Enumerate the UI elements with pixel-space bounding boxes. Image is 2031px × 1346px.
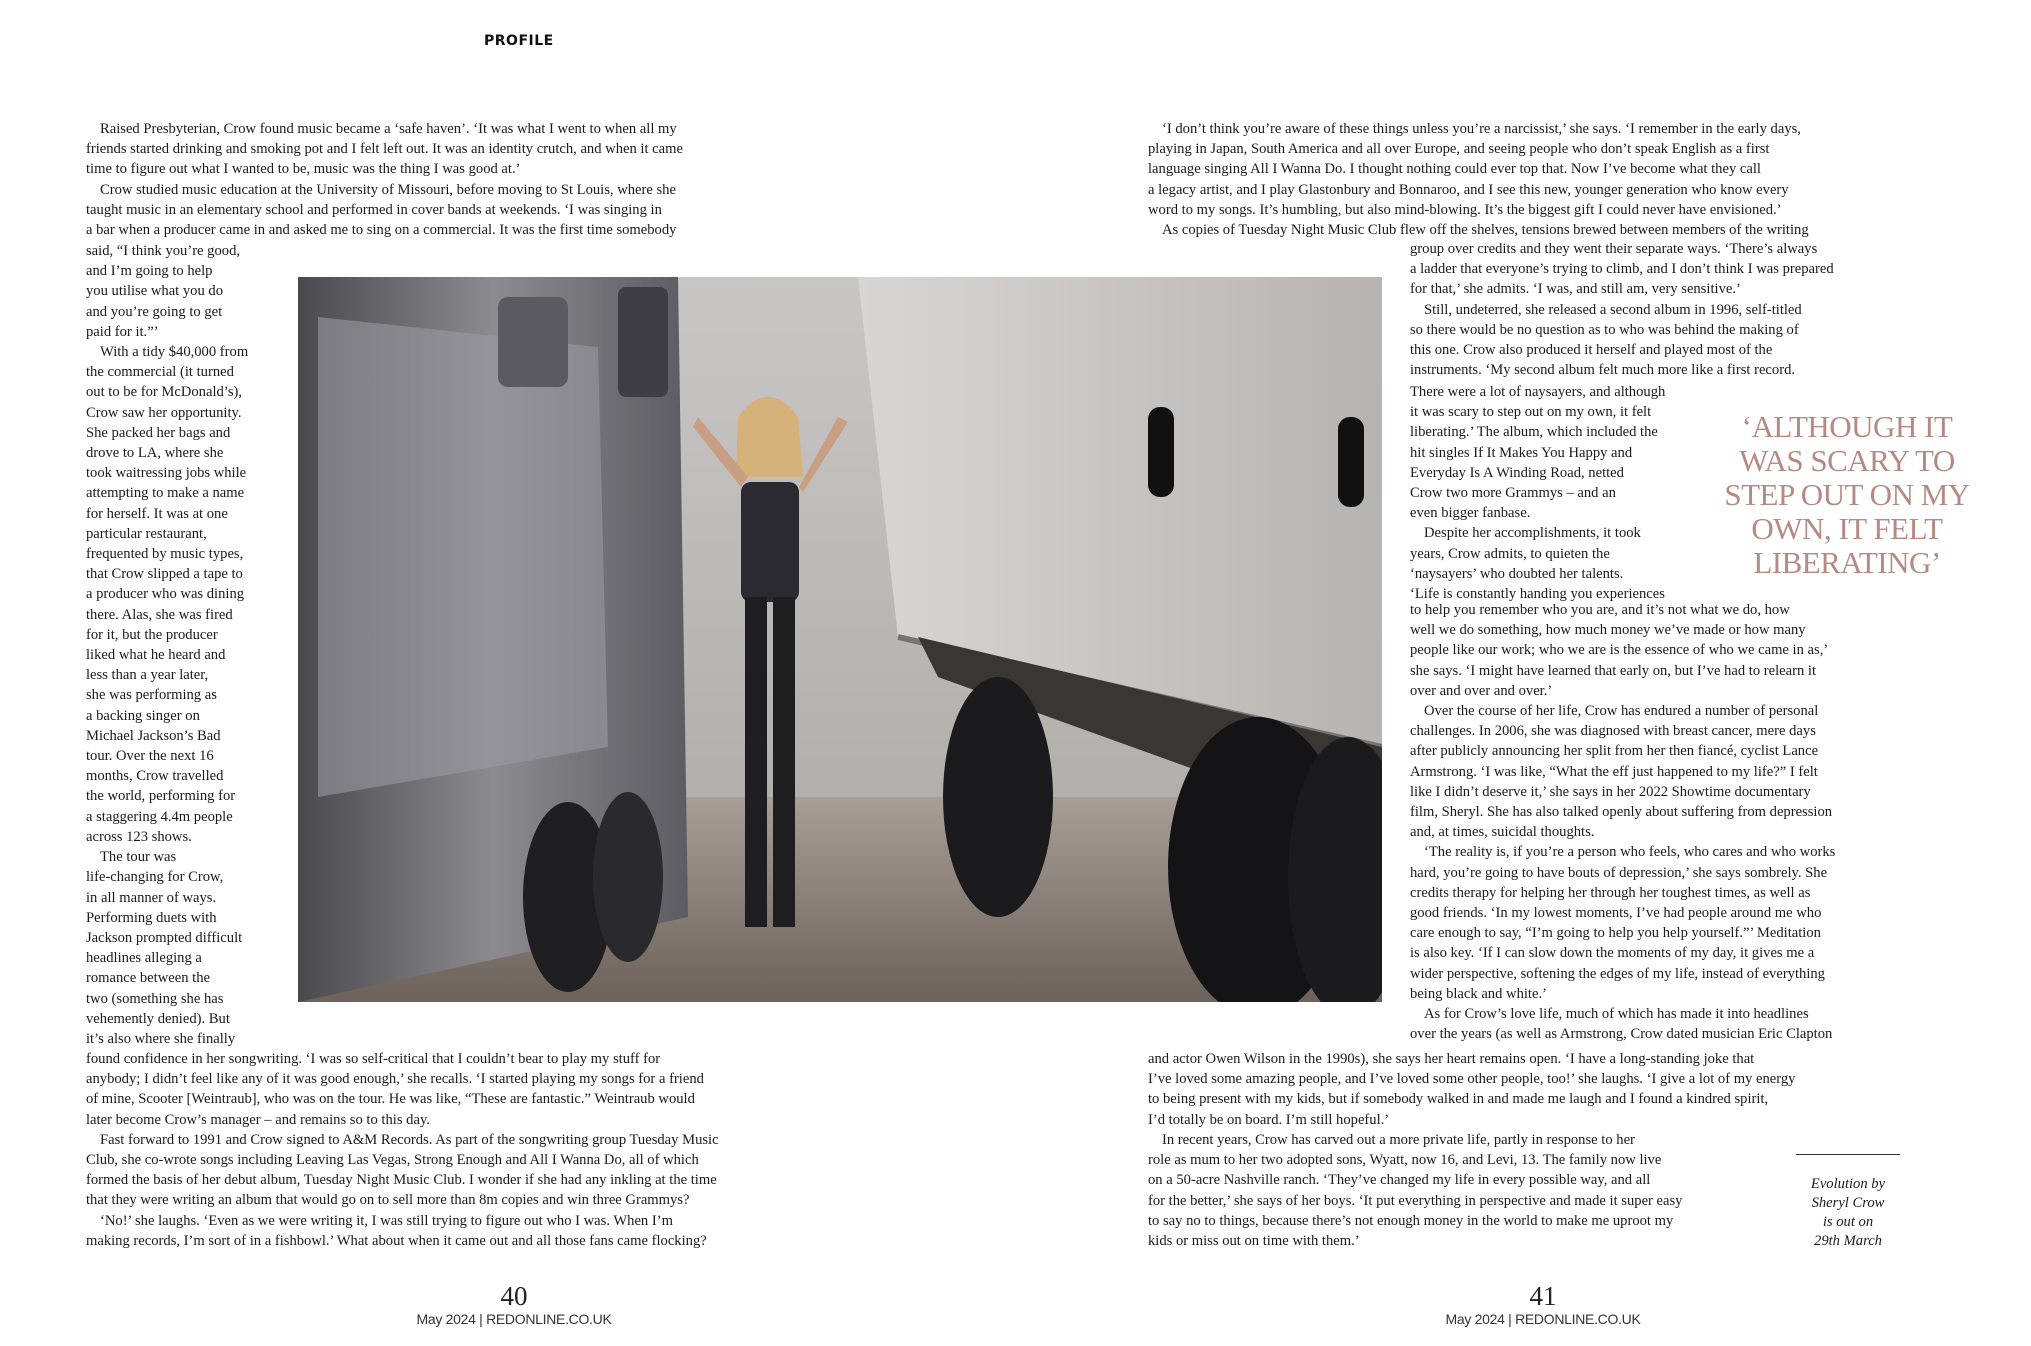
text-line: even bigger fanbase. [1410, 505, 1531, 522]
text-line: drove to LA, where she [86, 445, 224, 462]
text-line: friends started drinking and smoking pot and I felt left out. It was an identity crutch, and when it came [86, 141, 683, 158]
text-line: hit singles If It Makes You Happy and [1410, 444, 1633, 461]
text-line: to say no to things, because there’s not enough money in the world to make me uproot my [1148, 1212, 1674, 1229]
text-line: she says. ‘I might have learned that early on, but I’ve had to relearn it [1410, 662, 1817, 679]
text-line: tour. Over the next 16 [86, 748, 214, 765]
text-line: that they were writing an album that would go on to sell more than 8m copies and win three Grammys? [86, 1192, 690, 1209]
text-line: and, at times, suicidal thoughts. [1410, 824, 1595, 841]
text-line: Raised Presbyterian, Crow found music became a ‘safe haven’. ‘It was what I went to when all my [100, 121, 677, 137]
text-line: paid for it.”’ [86, 323, 159, 340]
text-line: is also key. ‘If I can slow down the moments of my day, it gives me a [1410, 945, 1815, 962]
text-line: ‘The reality is, if you’re a person who feels, who cares and who works [1424, 844, 1836, 861]
text-line: time to figure out what I wanted to be, music was the thing I was good at.’ [86, 161, 521, 178]
folio-left [414, 1281, 614, 1327]
text-line: ‘naysayers’ who doubted her talents. [1410, 565, 1624, 582]
text-line: well we do something, how much money we’ve made or how many [1410, 622, 1806, 639]
text-line: language singing All I Wanna Do. I thought nothing could ever top that. Now I’ve become what they call [1148, 161, 1761, 178]
text-line: challenges. In 2006, she was diagnosed with breast cancer, mere days [1410, 723, 1816, 740]
text-line: there. Alas, she was fired [86, 606, 233, 623]
text-line: that Crow slipped a tape to [86, 566, 243, 583]
text-line: vehemently denied). But [86, 1010, 230, 1027]
album-note [1790, 1175, 1906, 1251]
text-line: ‘Life is constantly handing you experiences [1410, 586, 1665, 603]
text-line: years, Crow admits, to quieten the [1410, 545, 1610, 562]
text-line: good friends. ‘In my lowest moments, I’ve had people around me who [1410, 905, 1822, 922]
text-line: across 123 shows. [86, 828, 192, 845]
text-line: and I’m going to help [86, 263, 213, 280]
right-wide-text [1410, 600, 1900, 1044]
page-number: 40 [500, 1281, 528, 1311]
text-line: Club, she co-wrote songs including Leaving Las Vegas, Strong Enough and All I Wanna Do, all of which [86, 1152, 699, 1169]
text-line: less than a year later, [86, 667, 209, 684]
text-line: said, “I think you’re good, [86, 243, 241, 259]
text-line: She packed her bags and [86, 424, 231, 441]
issue-info: May 2024 | REDONLINE.CO.UK [1445, 1311, 1641, 1327]
text-line: headlines alleging a [86, 950, 202, 967]
text-line: hard, you’re going to have bouts of depression,’ she says sombrely. She [1410, 864, 1828, 881]
right-owen-text [1148, 1049, 1900, 1130]
text-line: ‘No!’ she laughs. ‘Even as we were writing it, I was still trying to figure out who I was. When I’m [100, 1212, 673, 1229]
text-line: romance between the [86, 970, 210, 987]
folio-right [1443, 1281, 1643, 1327]
text-line: life-changing for Crow, [86, 869, 224, 886]
text-line: formed the basis of her debut album, Tuesday Night Music Club. I wonder if she had any inkling at the time [86, 1172, 717, 1189]
right-mid-narrow-text [1410, 382, 1710, 604]
text-line: out to be for McDonald’s), [86, 384, 243, 401]
photo-illustration [298, 277, 1382, 1002]
text-line: this one. Crow also produced it herself and played most of the [1410, 342, 1773, 359]
text-line: after publicly announcing her split from her then fiancé, cyclist Lance [1410, 743, 1819, 760]
text-line: a legacy artist, and I play Glastonbury and Bonnaroo, and I see this new, younger generation who know every [1148, 181, 1789, 198]
right-last-text [1148, 1130, 1768, 1251]
text-line: liked what he heard and [86, 647, 226, 664]
text-line: to being present with my kids, but if somebody walked in and made me laugh and I found a kindred spirit, [1148, 1091, 1769, 1108]
text-line: instruments. ‘My second album felt much more like a first record. [1410, 362, 1796, 379]
text-line: particular restaurant, [86, 525, 207, 542]
text-line: making records, I’m sort of in a fishbowl.’ What about when it came out and all those fans came flocking? [86, 1232, 707, 1249]
left-top-text [86, 119, 786, 240]
text-line: Crow saw her opportunity. [86, 404, 242, 421]
text-line: a backing singer on [86, 707, 200, 724]
text-line: so there would be no question as to who was behind the making of [1410, 321, 1799, 338]
sidebar-rule [1796, 1154, 1900, 1155]
text-line: As copies of Tuesday Night Music Club flew off the shelves, tensions brewed between members of the writing [1162, 222, 1809, 239]
album-note-line: Evolution by [1810, 1176, 1886, 1192]
text-line: Michael Jackson’s Bad [86, 727, 221, 744]
text-line: a staggering 4.4m people [86, 808, 233, 825]
text-line: like I didn’t deserve it,’ she says in her 2022 Showtime documentary [1410, 783, 1811, 800]
page-number: 41 [1529, 1281, 1557, 1311]
text-line: Jackson prompted difficult [86, 929, 243, 946]
text-line: word to my songs. It’s humbling, but also mind-blowing. It’s the biggest gift I could never have envisioned.’ [1148, 201, 1782, 218]
text-line: With a tidy $40,000 from [100, 344, 249, 361]
text-line: In recent years, Crow has carved out a more private life, partly in response to her [1162, 1132, 1635, 1148]
text-line: a bar when a producer came in and asked me to sing on a commercial. It was the first time somebody [86, 222, 677, 239]
section-label: PROFILE [484, 33, 554, 49]
text-line: attempting to make a name [86, 485, 245, 502]
text-line: frequented by music types, [86, 546, 244, 563]
text-line: I’d totally be on board. I’m still hopeful.’ [1148, 1111, 1390, 1128]
text-line: for herself. It was at one [86, 505, 228, 522]
issue-info: May 2024 | REDONLINE.CO.UK [416, 1311, 612, 1327]
text-line: I’ve loved some amazing people, and I’ve loved some other people, too!’ she laughs. ‘I give a lot of my energy [1148, 1071, 1796, 1088]
text-line: you utilise what you do [86, 283, 224, 300]
text-line: There were a lot of naysayers, and although [1410, 384, 1666, 400]
text-line: kids or miss out on time with them.’ [1148, 1233, 1360, 1250]
text-line: on a 50-acre Nashville ranch. ‘They’ve changed my life in every possible way, and all [1148, 1172, 1651, 1189]
text-line: and you’re going to get [86, 303, 223, 320]
text-line: two (something she has [86, 990, 224, 1007]
text-line: Despite her accomplishments, it took [1424, 525, 1641, 542]
feature-photo [298, 277, 1382, 1002]
right-top-text [1148, 119, 1898, 240]
text-line: it’s also where she finally [86, 1030, 236, 1047]
text-line: Armstrong. ‘I was like, “What the eff just happened to my life?” I felt [1410, 763, 1818, 780]
text-line: for the better,’ she says of her boys. ‘It put everything in perspective and made it super easy [1148, 1192, 1683, 1209]
text-line: film, Sheryl. She has also talked openly about suffering from depression [1410, 804, 1833, 821]
text-line: playing in Japan, South America and all over Europe, and seeing people who don’t speak English as a first [1148, 141, 1770, 158]
text-line: over the years (as well as Armstrong, Crow dated musician Eric Clapton [1410, 1026, 1833, 1043]
text-line: found confidence in her songwriting. ‘I was so self-critical that I couldn’t bear to play my stuff for [86, 1051, 661, 1067]
text-line: Fast forward to 1991 and Crow signed to A&M Records. As part of the songwriting group Tuesday Music [100, 1131, 719, 1148]
text-line: took waitressing jobs while [86, 465, 247, 482]
text-line: ‘I don’t think you’re aware of these things unless you’re a narcissist,’ she says. ‘I remember in the early days, [1162, 121, 1801, 137]
text-line: a ladder that everyone’s trying to climb, and I don’t think I was prepared [1410, 261, 1834, 278]
text-line: Everyday Is A Winding Road, netted [1410, 464, 1624, 481]
text-line: liberating.’ The album, which included the [1410, 424, 1658, 441]
left-bottom-text [86, 1049, 796, 1251]
text-line: the commercial (it turned [86, 364, 234, 381]
text-line: months, Crow travelled [86, 768, 224, 785]
text-line: The tour was [100, 849, 177, 866]
left-narrow-text [86, 241, 268, 1049]
text-line: anybody; I didn’t feel like any of it was good enough,’ she recalls. ‘I started playing my songs for a friend [86, 1071, 704, 1088]
text-line: Over the course of her life, Crow has endured a number of personal [1424, 703, 1819, 720]
text-line: and actor Owen Wilson in the 1990s), she says her heart remains open. ‘I have a long-standing joke that [1148, 1051, 1755, 1067]
text-line: taught music in an elementary school and performed in cover bands at weekends. ‘I was singing in [86, 201, 662, 218]
pull-quote: ‘ALTHOUGH IT WAS SCARY TO STEP OUT ON MY OWN, IT FELT LIBERATING’ [1724, 409, 1970, 580]
text-line: wider perspective, softening the edges of my life, instead of everything [1410, 965, 1825, 982]
text-line: Crow two more Grammys – and an [1410, 485, 1616, 502]
text-line: to help you remember who you are, and it’s not what we do, how [1410, 602, 1790, 618]
text-line: care enough to say, “I’m going to help you help yourself.”’ Meditation [1410, 925, 1821, 942]
text-line: Performing duets with [86, 909, 217, 926]
text-line: for that,’ she admits. ‘I was, and still am, very sensitive.’ [1410, 281, 1741, 298]
text-line: As for Crow’s love life, much of which has made it into headlines [1424, 1006, 1809, 1023]
text-line: group over credits and they went their separate ways. ‘There’s always [1410, 241, 1818, 257]
text-line: she was performing as [86, 687, 217, 704]
text-line: of mine, Scooter [Weintraub], who was on the tour. He was like, “These are fantastic.” Weintraub would [86, 1091, 695, 1108]
text-line: over and over and over.’ [1410, 682, 1553, 699]
text-line: Crow studied music education at the University of Missouri, before moving to St Louis, where she [100, 181, 676, 198]
text-line: it was scary to step out on my own, it felt [1410, 404, 1652, 421]
album-note-line: 29th March [1814, 1233, 1882, 1249]
album-note-line: Sheryl Crow [1811, 1195, 1885, 1211]
text-line: being black and white.’ [1410, 985, 1547, 1002]
text-line: the world, performing for [86, 788, 236, 805]
text-line: a producer who was dining [86, 586, 245, 603]
text-line: role as mum to her two adopted sons, Wyatt, now 16, and Levi, 13. The family now live [1148, 1152, 1662, 1169]
text-line: in all manner of ways. [86, 889, 217, 906]
text-line: credits therapy for helping her through her toughest times, as well as [1410, 884, 1811, 901]
text-line: Still, undeterred, she released a second album in 1996, self-titled [1424, 301, 1802, 318]
text-line: people like our work; who we are is the essence of who we came in as,’ [1410, 642, 1829, 659]
text-line: for it, but the producer [86, 626, 218, 643]
text-line: later become Crow’s manager – and remains so to this day. [86, 1111, 430, 1128]
album-note-line: is out on [1822, 1214, 1874, 1230]
right-mid-text [1410, 239, 1900, 380]
